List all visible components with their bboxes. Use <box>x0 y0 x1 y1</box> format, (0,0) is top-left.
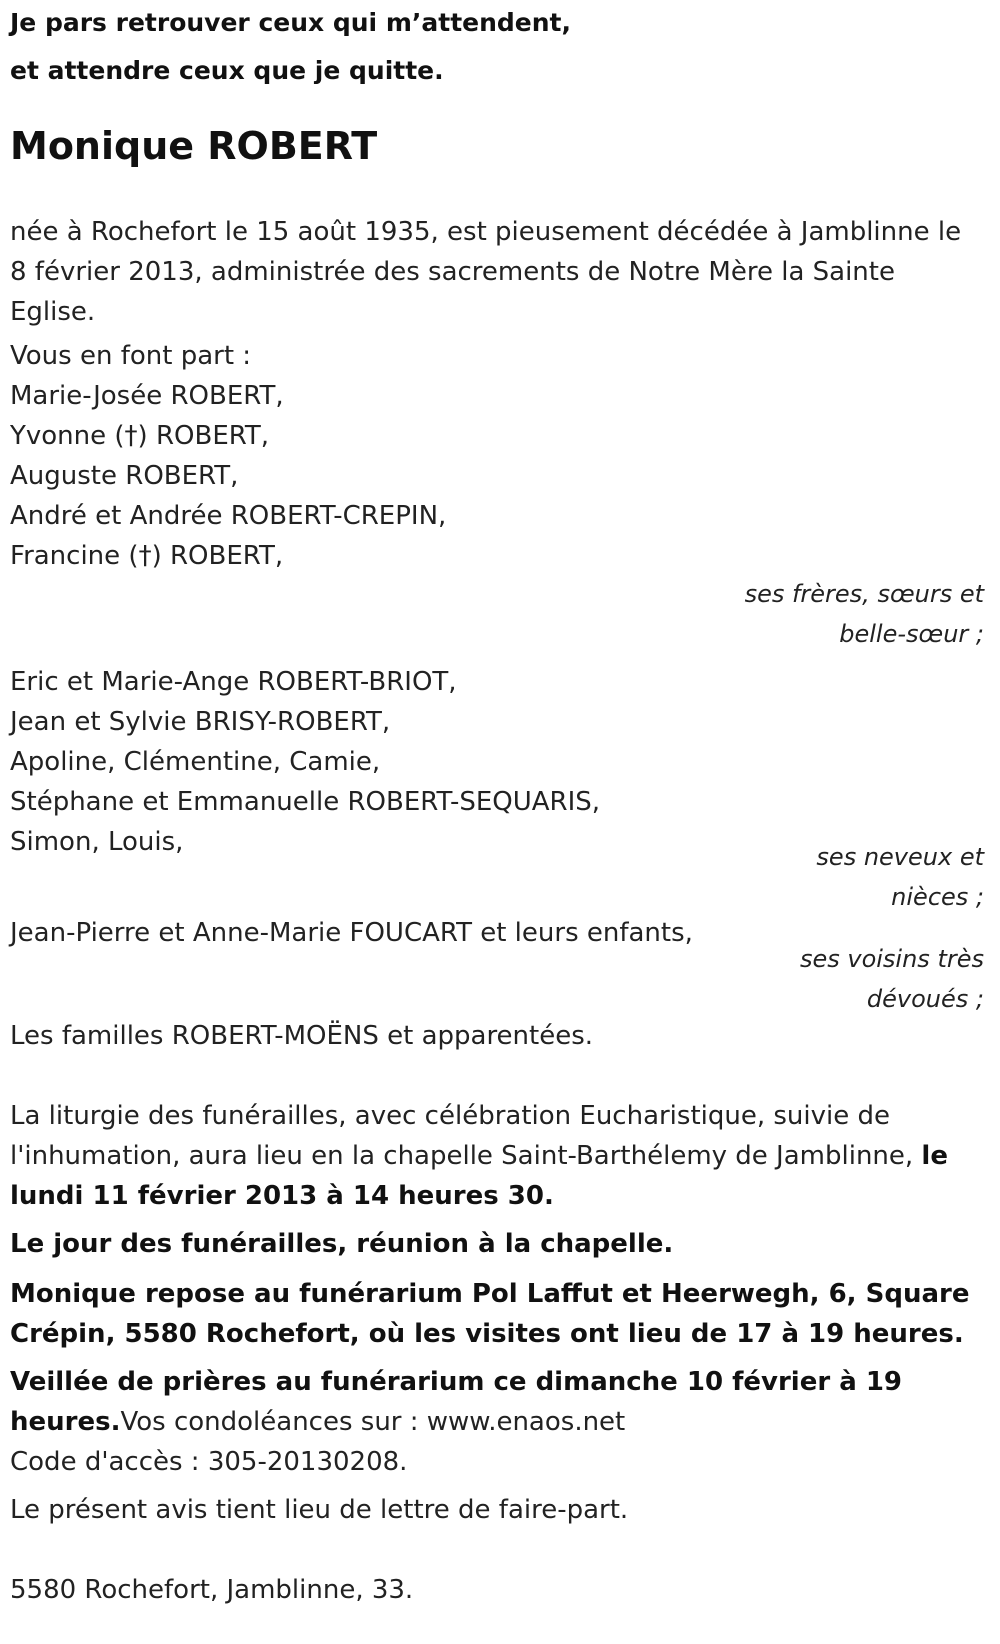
relation-line: ses neveux et <box>816 843 984 871</box>
repose-paragraph <box>10 1274 970 1354</box>
liturgy-text: l'inhumation, aura lieu en la chapelle Saint-Barthélemy de Jamblinne, <box>10 1141 922 1171</box>
relation-line: nièces ; <box>891 883 984 911</box>
veillee-bold: heures. <box>10 1407 121 1437</box>
notice-line: Le présent avis tient lieu de lettre de faire-part. <box>10 1495 629 1525</box>
neighbors-relation <box>800 939 984 1019</box>
liturgy-bold-text: le <box>921 1141 948 1171</box>
liturgy-paragraph <box>10 1096 970 1216</box>
list-item: Marie-Josée ROBERT, <box>10 381 284 411</box>
nephews-list <box>10 662 970 862</box>
intro-line: née à Rochefort le 15 août 1935, est pieusement décédée à Jamblinne le <box>10 217 962 247</box>
list-item: Simon, Louis, <box>10 827 184 857</box>
intro-paragraph <box>10 212 970 332</box>
list-item: Eric et Marie-Ange ROBERT-BRIOT, <box>10 667 457 697</box>
condolences-text: Vos condoléances sur : www.enaos.net <box>120 1407 626 1437</box>
veillee-line-2 <box>10 1402 970 1442</box>
siblings-relation <box>745 574 984 654</box>
relation-line: dévoués ; <box>866 985 984 1013</box>
reunion-line: Le jour des funérailles, réunion à la chapelle. <box>10 1229 674 1259</box>
list-item: Auguste ROBERT, <box>10 461 239 491</box>
families-line: Les familles ROBERT-MOËNS et apparentées. <box>10 1021 594 1051</box>
siblings-list <box>10 336 970 576</box>
deceased-name: Monique ROBERT <box>10 124 378 168</box>
liturgy-line <box>10 1136 970 1176</box>
list-item: Yvonne (†) ROBERT, <box>10 421 270 451</box>
liturgy-line: La liturgie des funérailles, avec célébration Eucharistique, suivie de <box>10 1101 891 1131</box>
veillee-paragraph <box>10 1362 970 1442</box>
list-item: Apoline, Clémentine, Camie, <box>10 747 381 777</box>
veillee-line: Veillée de prières au funérarium ce dimanche 10 février à 19 <box>10 1367 902 1397</box>
neighbors-line: Jean-Pierre et Anne-Marie FOUCART et leurs enfants, <box>10 918 693 948</box>
nephews-relation <box>816 837 984 917</box>
list-item: Stéphane et Emmanuelle ROBERT-SEQUARIS, <box>10 787 601 817</box>
access-code: Code d'accès : 305-20130208. <box>10 1447 408 1477</box>
epigraph-line-2: et attendre ceux que je quitte. <box>10 56 444 85</box>
intro-line: 8 février 2013, administrée des sacrements de Notre Mère la Sainte <box>10 257 895 287</box>
repose-line: Crépin, 5580 Rochefort, où les visites ont lieu de 17 à 19 heures. <box>10 1319 964 1349</box>
list-item: Jean et Sylvie BRISY-ROBERT, <box>10 707 391 737</box>
epigraph-line-1: Je pars retrouver ceux qui m’attendent, <box>10 8 571 37</box>
list-item: Francine (†) ROBERT, <box>10 541 284 571</box>
list-item: André et Andrée ROBERT-CREPIN, <box>10 501 447 531</box>
address-line: 5580 Rochefort, Jamblinne, 33. <box>10 1575 414 1605</box>
announce-text: Vous en font part : <box>10 341 252 371</box>
repose-line: Monique repose au funérarium Pol Laffut et Heerwegh, 6, Square <box>10 1279 970 1309</box>
funeral-date: lundi 11 février 2013 à 14 heures 30. <box>10 1181 554 1211</box>
relation-line: ses voisins très <box>799 945 984 973</box>
relation-line: belle-sœur ; <box>839 620 984 648</box>
intro-line: Eglise. <box>10 297 96 327</box>
relation-line: ses frères, sœurs et <box>744 580 984 608</box>
